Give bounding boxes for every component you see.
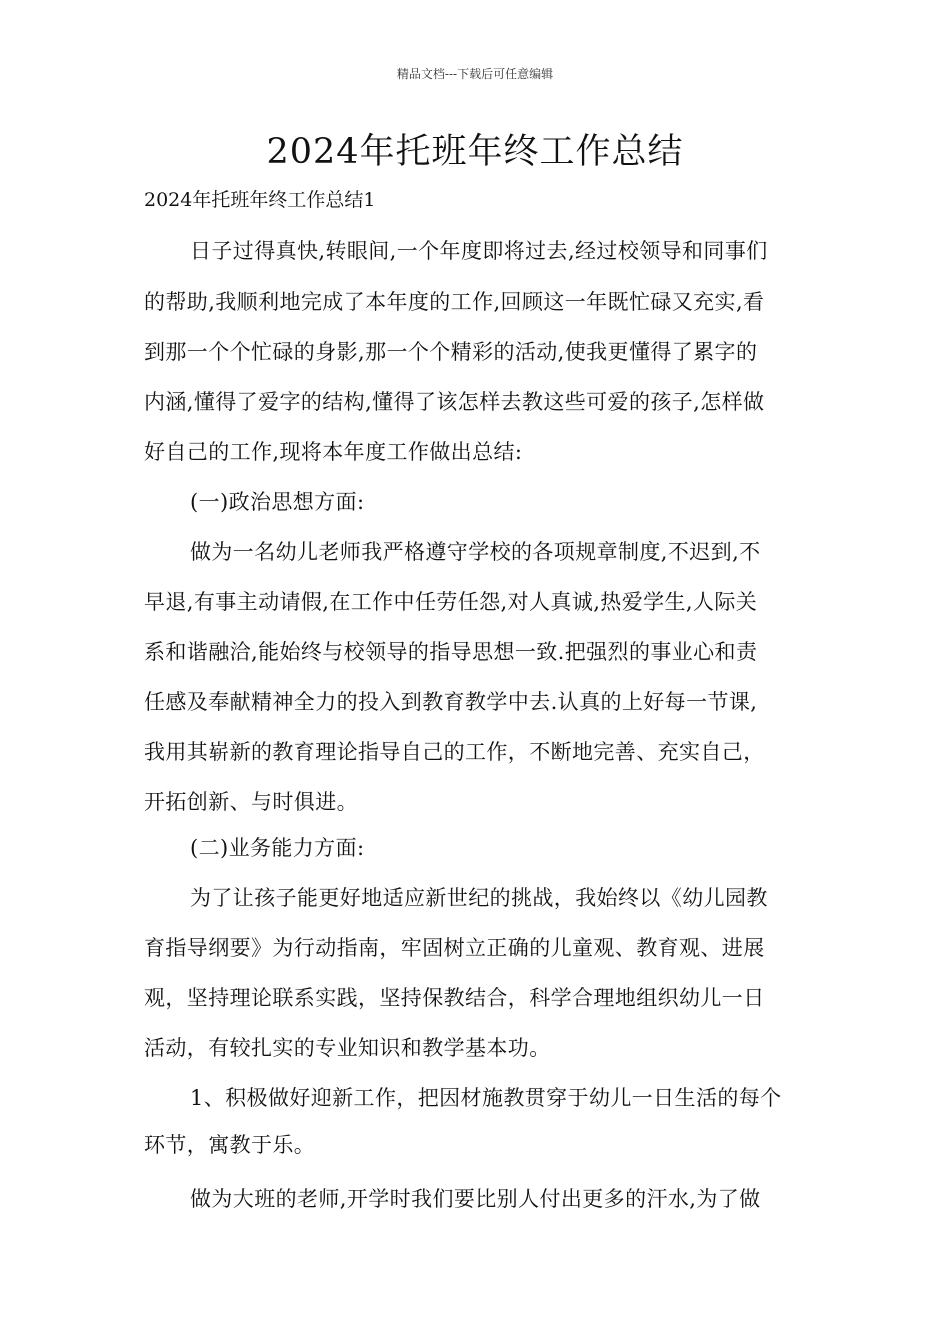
paragraph-line: 早退,有事主动请假,在工作中任劳任怨,对人真诚,热爱学生,人际关 [144,590,758,614]
paragraph-line: 环节，寓教于乐。 [144,1133,316,1157]
header-note: 精品文档---下载后可任意编辑 [396,67,554,81]
paragraph-line: 任感及奉献精神全力的投入到教育教学中去.认真的上好每一节课, [144,690,758,714]
section-heading: (二)业务能力方面: [190,836,365,860]
paragraph-line: 1、积极做好迎新工作，把因材施教贯穿于幼儿一日生活的每个 [190,1086,782,1110]
section-subtitle: 2024年托班年终工作总结1 [144,189,376,211]
paragraph-line: 开拓创新、与时俱进。 [144,790,358,814]
paragraph-line: 活动，有较扎实的专业知识和教学基本功。 [144,1036,551,1060]
paragraph-line: 系和谐融洽,能始终与校领导的指导思想一致.把强烈的事业心和责 [144,640,758,664]
section-heading: (一)政治思想方面: [190,490,365,514]
paragraph-line: 为了让孩子能更好地适应新世纪的挑战，我始终以《幼儿园教 [190,886,768,910]
paragraph-line: 好自己的工作,现将本年度工作做出总结: [144,440,523,464]
paragraph-line: 做为一名幼儿老师我严格遵守学校的各项规章制度,不迟到,不 [190,540,761,564]
paragraph-line: 到那一个个忙碌的身影,那一个个精彩的活动,使我更懂得了累字的 [144,340,758,364]
paragraph-line: 观，坚持理论联系实践，坚持保教结合，科学合理地组织幼儿一日 [144,986,765,1010]
paragraph-line: 内涵,懂得了爱字的结构,懂得了该怎样去教这些可爱的孩子,怎样做 [144,390,765,414]
paragraph-line: 育指导纲要》为行动指南，牢固树立正确的儿童观、教育观、进展 [144,936,765,960]
paragraph-line: 日子过得真快,转眼间,一个年度即将过去,经过校领导和同事们 [190,239,768,263]
document-title: 2024年托班年终工作总结 [266,132,684,172]
paragraph-line: 我用其崭新的教育理论指导自己的工作，不断地完善、充实自己， [144,740,765,764]
paragraph-line: 做为大班的老师,开学时我们要比别人付出更多的汗水,为了做 [190,1187,761,1211]
paragraph-line: 的帮助,我顺利地完成了本年度的工作,回顾这一年既忙碌又充实,看 [144,290,765,314]
